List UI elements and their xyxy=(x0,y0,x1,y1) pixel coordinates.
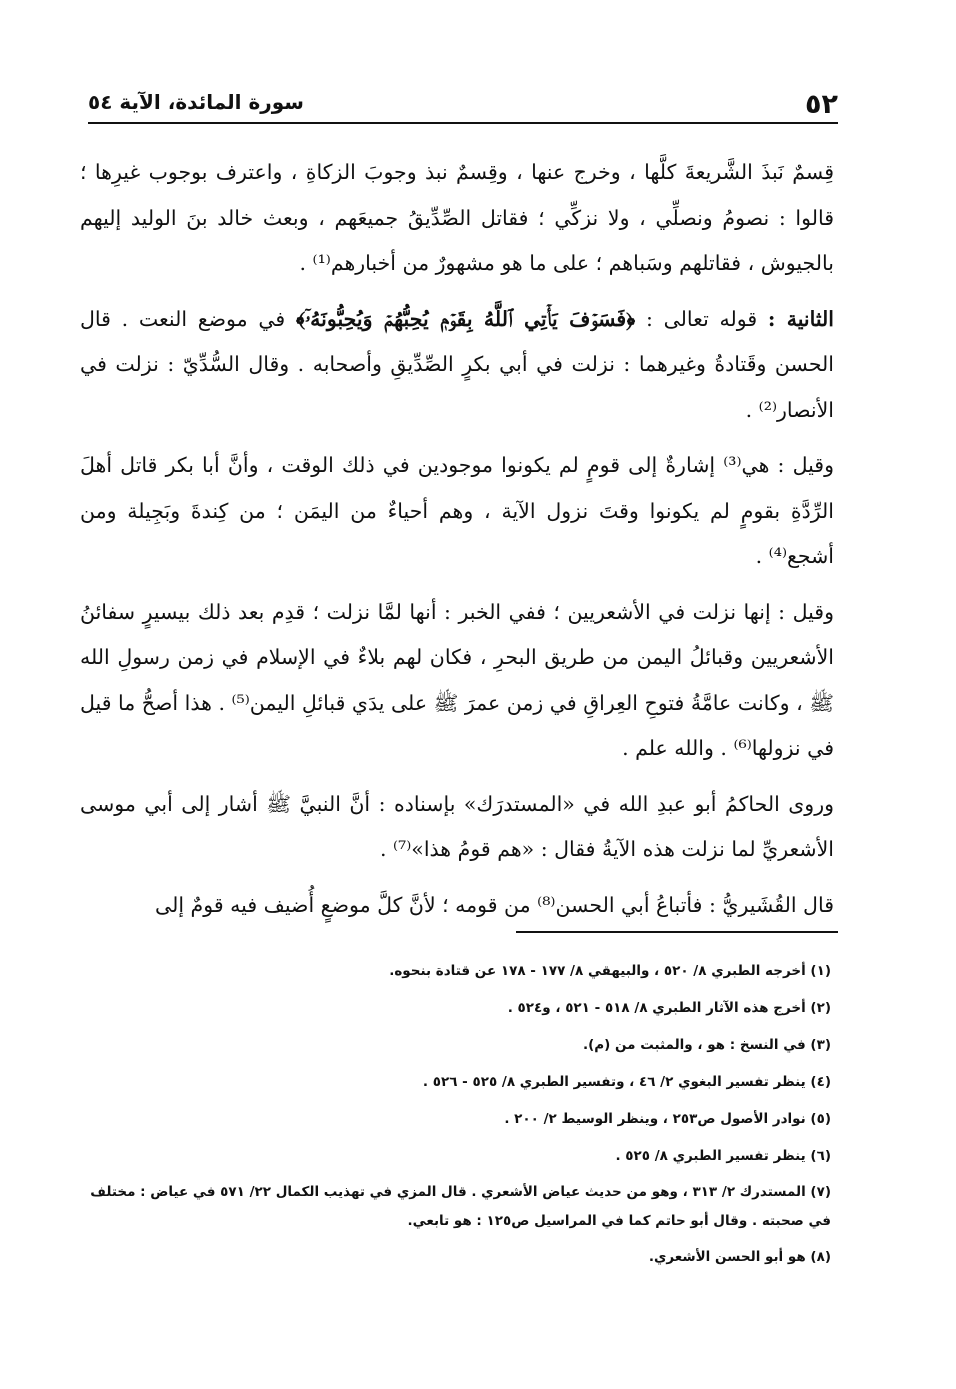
footnote-2: (٢) أخرج هذه الآثار الطبري ٨/ ٥١٨ - ٥٢١ ، و٥٢٤ . xyxy=(507,1000,831,1016)
footnote-3: (٣) في النسخ : هو ، والمثبت من (م). xyxy=(582,1037,831,1053)
paragraph-5: وروى الحاكمُ أبو عبدِ الله في «المستدرَك» بإسناده : أنَّ النبيَّ ﷺ أشار إلى أبي موسى الأشعريِّ لما نزلت هذه الآيةُ فقال : «هم قومُ هذا»⁽⁷⁾ . xyxy=(80,791,834,861)
footnote-7: (٧) المستدرك ٢/ ٣١٣ ، وهو من حديث عياض الأشعري . قال المزي في تهذيب الكمال ٢٢/ ٥٧١ في عياض : مختلف في صحبته . وقال أبو حاتم كما في المراسيل ص١٢٥ : هو تابعي. xyxy=(90,1184,831,1229)
footnote-5: (٥) نوادر الأصول ص٢٥٣ ، وينظر الوسيط ٢/ ٢٠٠ . xyxy=(504,1111,831,1127)
footnote-divider xyxy=(516,931,838,933)
footnote-6: (٦) ينظر تفسير الطبري ٨/ ٥٢٥ . xyxy=(615,1148,831,1164)
footnotes xyxy=(80,956,831,1279)
running-title: سورة المائدة، الآية ٥٤ xyxy=(88,90,304,114)
quran-verse: ﴿فَسَوۡفَ يَأۡتِي ٱللَّهُ بِقَوۡمٖ يُحِبُّهُمۡ وَيُحِبُّونَهُۥٓ﴾ xyxy=(295,306,636,331)
paragraph-4: وقيل : إنها نزلت في الأشعريين ؛ ففي الخبر : أنها لمَّا نزلت ؛ قدِم بعد ذلك بيسيرٍ سفائنُ الأشعريين وقبائلُ اليمن من طريق البحرِ ، فكان لهم بلاءٌ في الإسلام في زمن رسولِ الله ﷺ ، وكانت عامَّةُ فتوحِ العِراقِ في زمن عمرَ ﷺ على يدَي قبائلِ اليمن⁽⁵⁾ . هذا أصحُّ ما قيل في نزولها⁽⁶⁾ . والله علم . xyxy=(80,599,834,760)
footnote-4: (٤) ينظر تفسير البغوي ٢/ ٤٦ ، وتفسير الطبري ٨/ ٥٢٥ - ٥٢٦ . xyxy=(422,1074,831,1090)
paragraph-2 xyxy=(80,297,834,434)
paragraph-3: وقيل : هي⁽³⁾ إشارةٌ إلى قومٍ لم يكونوا موجودين في ذلك الوقت ، وأنَّ أبا بكر قاتل أهلَ الرِّدَّةِ بقومٍ لم يكونوا وقتَ نزول الآية ، وهم أحياءٌ من اليمَن ؛ من كِندةَ وبَجِيلة ومن أشجع⁽⁴⁾ . xyxy=(80,453,834,568)
page-header xyxy=(88,78,838,124)
footnote-1: (١) أخرجه الطبري ٨/ ٥٢٠ ، والبيهقي ٨/ ١٧٧ - ١٧٨ عن قتادة بنحوه. xyxy=(389,963,831,979)
paragraph-6: قال القُشَيريُّ : فأتباعُ أبي الحسن⁽⁸⁾ من قومه ؛ لأنَّ كلَّ موضعٍ أُضيف فيه قومٌ إلى xyxy=(155,892,834,917)
paragraph-2-intro: قوله تعالى : xyxy=(635,306,768,331)
issue-heading: الثانية : xyxy=(767,306,834,331)
paragraph-2-body: في موضع النعت . قال الحسن وقَتادةُ وغيرهما : نزلت في أبي بكرٍ الصِّدِّيقِ وأصحابه . وقال السُّدِّيّ : نزلت في الأنصار⁽²⁾ . xyxy=(80,306,834,422)
paragraph-1: قِسمٌ نَبذَ الشَّريعةَ كلَّها ، وخرج عنها ، وقِسمٌ نبذ وجوبَ الزكاةِ ، واعترف بوجوب غيرِها ؛ قالوا : نصومُ ونصلِّي ، ولا نزكِّي ؛ فقاتل الصِّدِّيقُ جميعَهم ، وبعث خالد بنَ الوليد إليهم بالجيوش ، فقاتلهم وسَباهم ؛ على ما هو مشهورٌ من أخبارهم⁽¹⁾ . xyxy=(80,160,834,275)
page-number: ٥٢ xyxy=(805,89,838,120)
main-text xyxy=(80,150,834,938)
footnote-8: (٨) هو أبو الحسن الأشعري. xyxy=(648,1249,831,1265)
